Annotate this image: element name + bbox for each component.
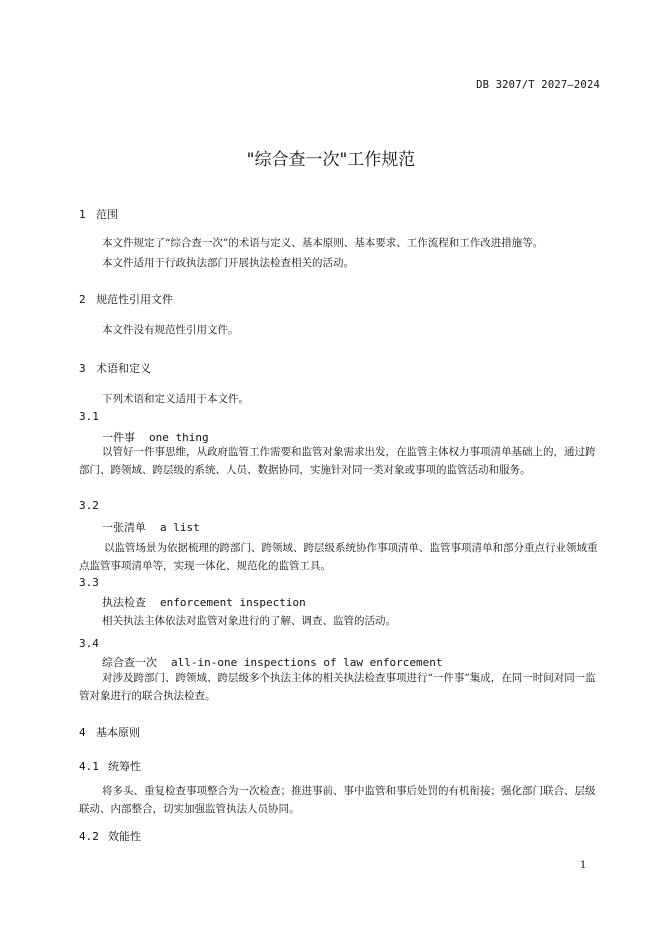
subsection-title: 统筹性	[108, 760, 141, 773]
subsection-4-2-heading	[79, 828, 141, 844]
term-en: a list	[160, 521, 200, 534]
term-definition: 以管好一件事思维，从政府监管工作需要和监管对象需求出发，在监管主体权力事项清单基础上的，通过跨部门、跨领域、跨层级的系统、人员、数据协同，实施针对同一类对象或事项的监管活动和服务。	[79, 446, 596, 476]
term-number: 3.3	[79, 576, 99, 589]
section-3-heading	[79, 360, 151, 376]
term-zh: 一件事	[102, 431, 135, 444]
page-title: "综合查一次"工作规范	[246, 150, 416, 170]
term-en: all-in-one inspections of law enforcement	[171, 656, 443, 669]
section-title: 术语和定义	[96, 362, 151, 375]
section-1-heading	[79, 206, 118, 222]
paragraph: 下列术语和定义适用于本文件。	[102, 393, 249, 405]
term-number: 3.2	[79, 499, 99, 512]
term-heading	[102, 654, 443, 670]
section-number: 2	[79, 293, 86, 306]
term-en: one thing	[149, 431, 209, 444]
section-title: 基本原则	[96, 726, 140, 739]
section-number: 3	[79, 362, 86, 375]
term-heading	[102, 429, 209, 445]
subsection-number: 4.1	[79, 760, 99, 773]
term-zh: 执法检查	[102, 596, 146, 609]
term-definition: 相关执法主体依法对监管对象进行的了解、调查、监管的活动。	[102, 615, 396, 627]
paragraph: 本文件规定了“综合查一次”的术语与定义、基本原则、基本要求、工作流程和工作改进措施等。	[102, 237, 544, 249]
term-definition: 以监管场景为依据梳理的跨部门、跨领域、跨层级系统协作事项清单、监管事项清单和部分重点行业领域重点监管事项清单等，实现一体化、规范化的监管工具。	[79, 542, 598, 572]
paragraph: 本文件没有规范性引用文件。	[102, 324, 239, 336]
term-zh: 综合查一次	[102, 656, 157, 669]
paragraph: 将多头、重复检查事项整合为一次检查；推进事前、事中监管和事后处罚的有机衔接；强化部门联合、层级联动、内部整合，切实加强监管执法人员协同。	[79, 785, 596, 815]
section-number: 4	[79, 726, 86, 739]
subsection-number: 4.2	[79, 830, 99, 843]
section-number: 1	[79, 208, 86, 221]
term-heading	[102, 519, 200, 535]
term-definition: 对涉及跨部门、跨领域、跨层级多个执法主体的相关执法检查事项进行“一件事”集成，在同一时间对同一监管对象进行的联合执法检查。	[79, 672, 596, 702]
paragraph: 本文件适用于行政执法部门开展执法检查相关的活动。	[102, 257, 354, 269]
page-number: 1	[580, 860, 587, 871]
doc-id: DB 3207/T 2027—2024	[476, 79, 600, 91]
subsection-4-1-heading	[79, 758, 141, 774]
section-4-heading	[79, 724, 140, 740]
term-number: 3.4	[79, 637, 99, 650]
section-2-heading	[79, 291, 173, 307]
subsection-title: 效能性	[108, 830, 141, 843]
section-title: 范围	[96, 208, 118, 221]
term-heading	[102, 594, 306, 610]
term-zh: 一张清单	[102, 521, 146, 534]
term-number: 3.1	[79, 410, 99, 423]
term-en: enforcement inspection	[160, 596, 306, 609]
section-title: 规范性引用文件	[96, 293, 173, 306]
